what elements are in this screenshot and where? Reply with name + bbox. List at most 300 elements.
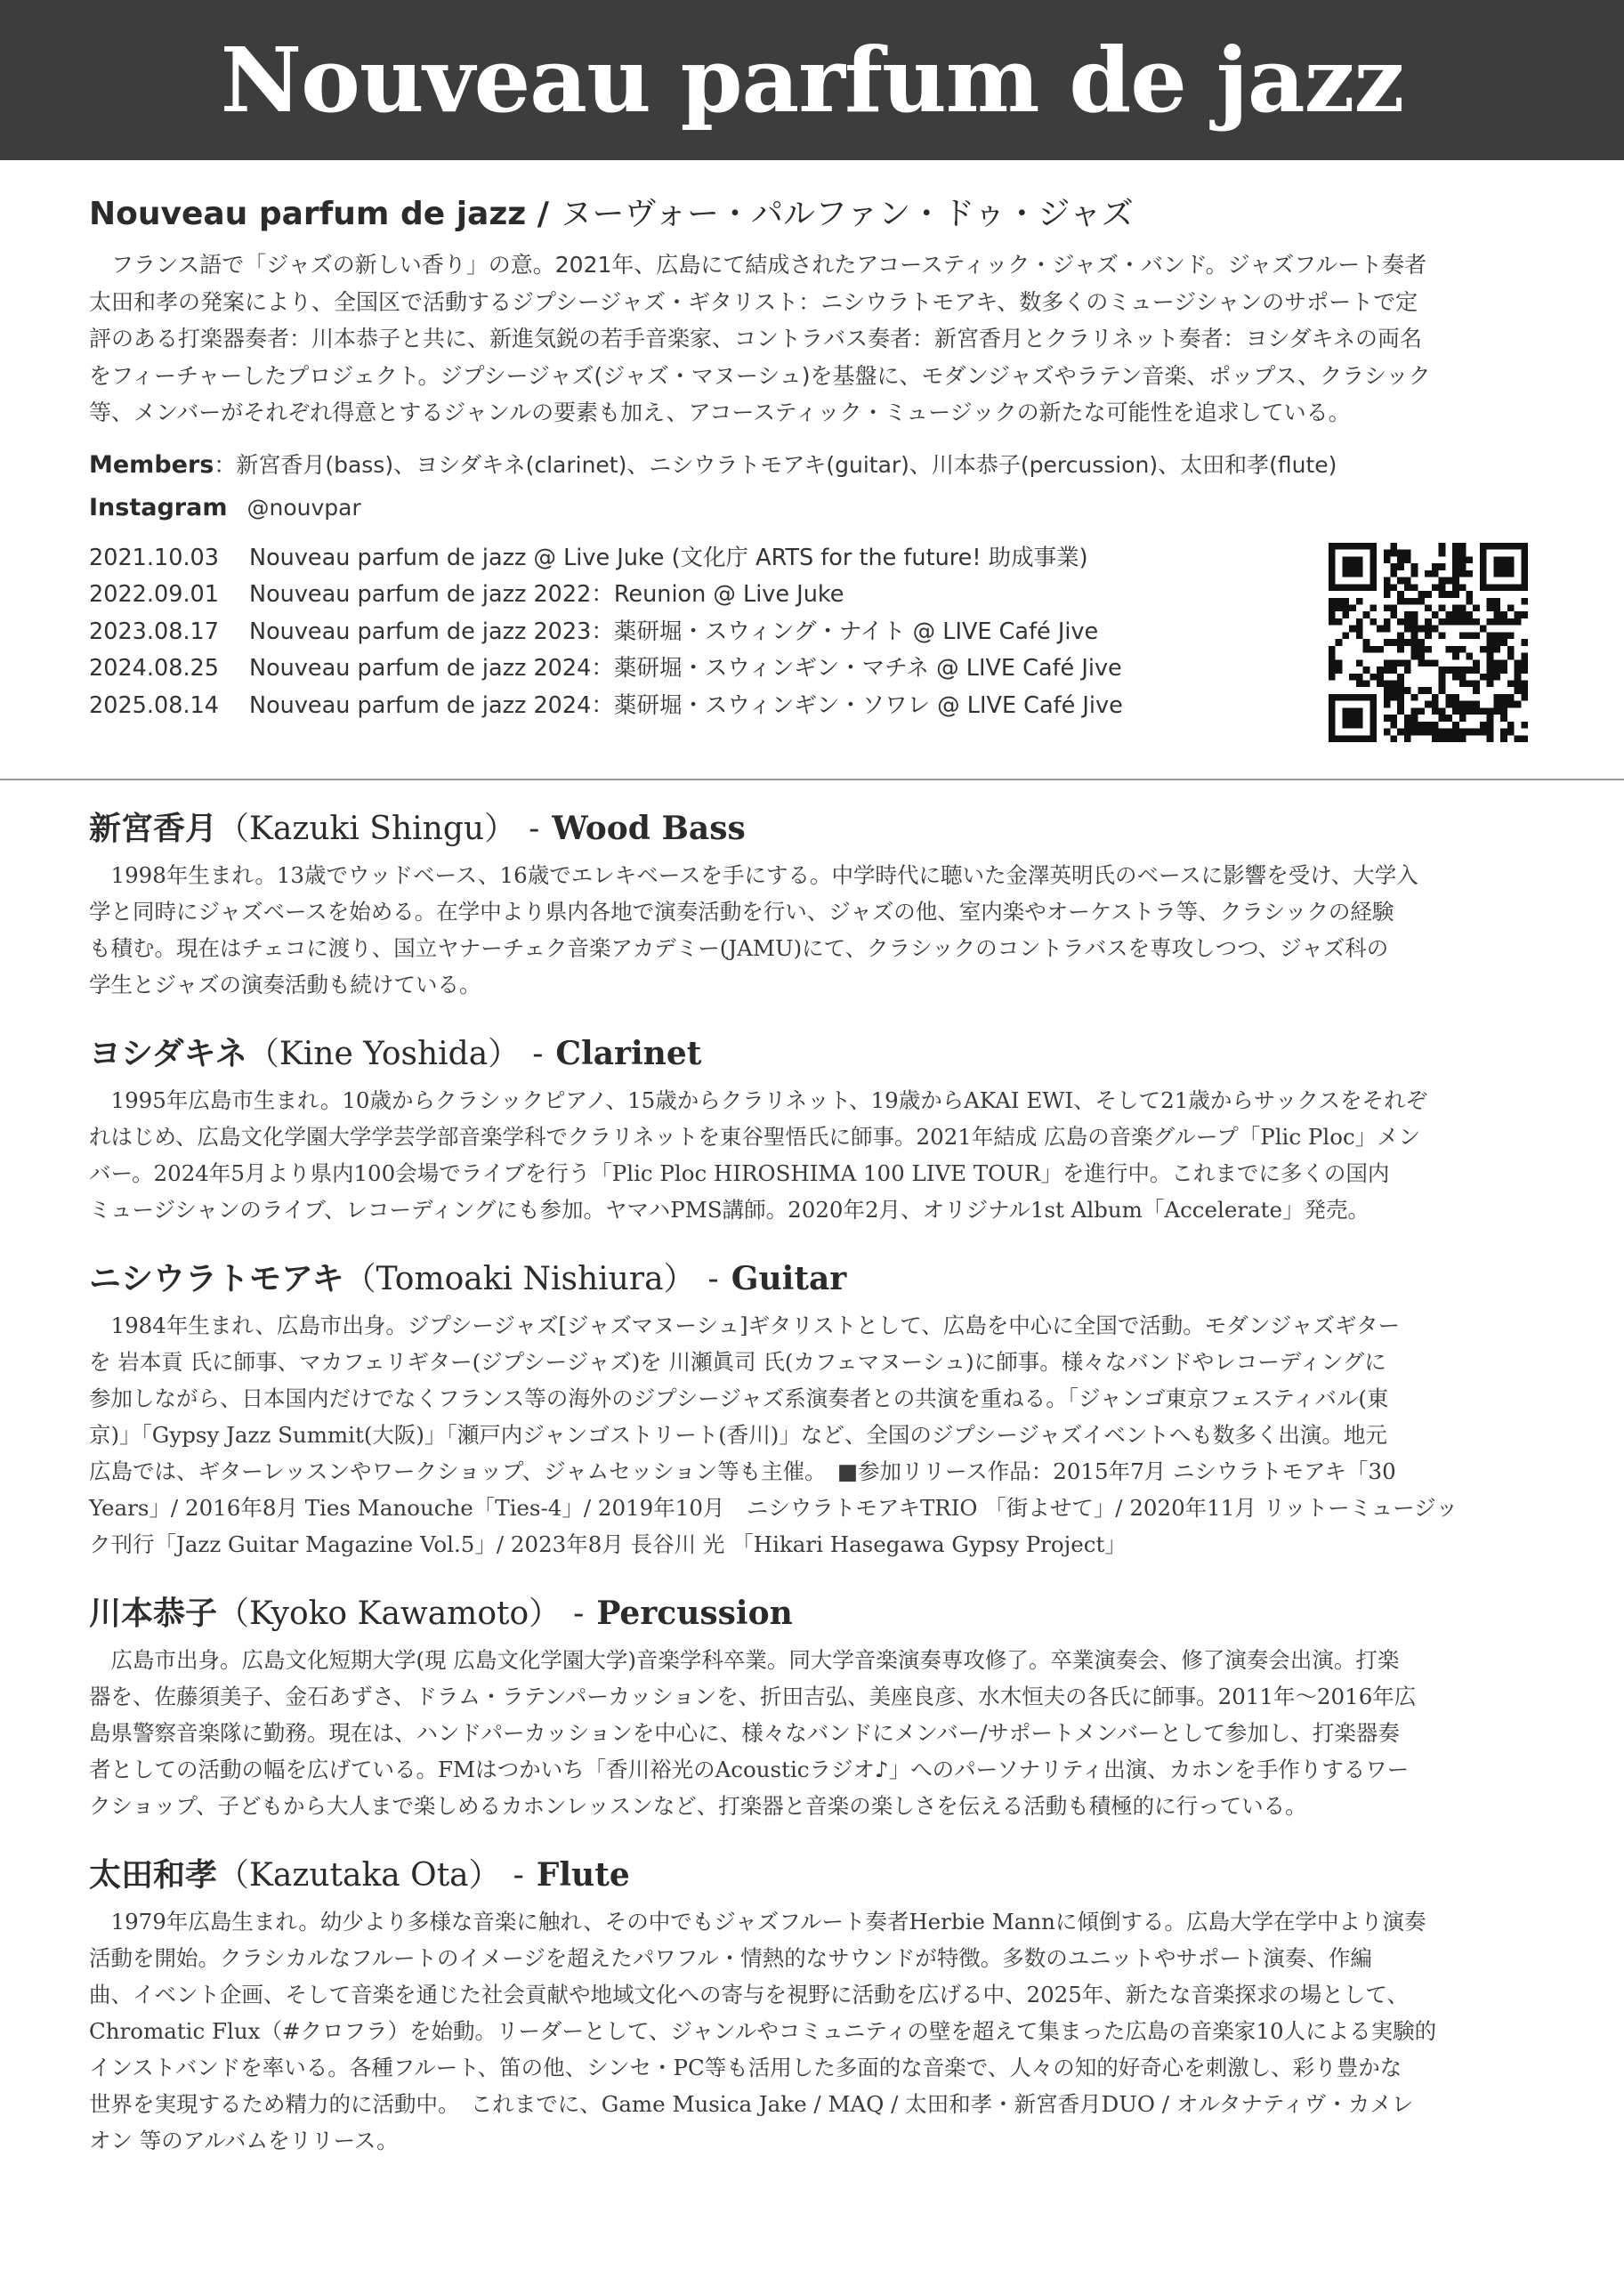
qr-module: [1397, 578, 1404, 585]
profile-instrument: Wood Bass: [552, 810, 746, 847]
qr-module: [1329, 605, 1336, 612]
qr-module: [1459, 605, 1466, 612]
qr-module: [1439, 729, 1446, 736]
qr-module: [1391, 605, 1398, 612]
qr-module: [1384, 715, 1391, 722]
qr-module: [1459, 543, 1466, 550]
profile-name-en: （Kine Yoshida）: [246, 1036, 521, 1072]
qr-module: [1466, 591, 1473, 598]
qr-module: [1411, 563, 1418, 570]
qr-module: [1336, 618, 1343, 626]
qr-module: [1377, 666, 1384, 674]
qr-module: [1473, 680, 1480, 687]
qr-module: [1500, 735, 1507, 742]
qr-module: [1452, 729, 1459, 736]
header-banner: [0, 0, 1624, 160]
qr-module: [1445, 591, 1452, 598]
profile-tomoaki-nishiura: [89, 1251, 1535, 1563]
qr-module: [1329, 618, 1336, 626]
qr-module: [1411, 729, 1418, 736]
qr-module: [1397, 729, 1404, 736]
event-row: [89, 614, 1535, 651]
profile-name-en: （Kazuki Shingu）: [217, 811, 517, 847]
qr-module: [1404, 584, 1411, 591]
qr-module: [1507, 605, 1515, 612]
qr-module: [1480, 722, 1487, 729]
qr-module: [1515, 618, 1522, 626]
qr-module: [1493, 556, 1514, 577]
bio-line: れはじめ、広島文化学園大学学芸学部音楽学科でクラリネットを東谷聖悟氏に師事。2021年結成 広島の音楽グループ「Plic Ploc」メン: [89, 1124, 1421, 1150]
qr-module: [1425, 701, 1432, 708]
qr-module: [1384, 584, 1391, 591]
bio-line: クショップ、子どもから大人まで楽しめるカホンレッスンなど、打楽器と音楽の楽しさを伝える活動も積極的に行っている。: [89, 1793, 1307, 1819]
profile-separator: -: [529, 811, 540, 847]
qr-module: [1521, 680, 1528, 687]
qr-module: [1500, 666, 1507, 674]
qr-module: [1452, 578, 1459, 585]
qr-module: [1507, 646, 1515, 653]
qr-module: [1432, 659, 1439, 666]
bio-line: 活動を開始。クラシカルなフルートのイメージを超えたパワフル・情熱的なサウンドが特徴。多数のユニットやサポート演奏、作編: [89, 1945, 1372, 1971]
qr-module: [1459, 550, 1466, 557]
qr-module: [1349, 605, 1356, 612]
qr-module: [1521, 694, 1528, 701]
qr-module: [1404, 611, 1411, 618]
qr-module: [1404, 722, 1411, 729]
qr-module: [1384, 550, 1391, 557]
event-title: Nouveau parfum de jazz @ Live Juke (文化庁 ARTS for the future! 助成事業): [249, 544, 1088, 571]
qr-module: [1452, 563, 1459, 570]
profile-bio: [89, 857, 1535, 1003]
qr-module: [1432, 626, 1439, 633]
intro-description: [89, 246, 1535, 432]
qr-module: [1459, 674, 1466, 681]
event-title: Nouveau parfum de jazz 2024：薬研堀・スウィンギン・ソワレ @ LIVE Café Jive: [249, 691, 1123, 719]
qr-module: [1432, 707, 1439, 715]
profile-name: 新宮香月: [89, 810, 218, 847]
bio-line: 器を、佐藤須美子、金石あずさ、ドラム・ラテンパーカッションを、折田吉弘、美座良彦、水木恒夫の各氏に師事。2011年〜2016年広: [89, 1684, 1417, 1709]
qr-module: [1397, 632, 1404, 639]
qr-module: [1507, 729, 1515, 736]
qr-module: [1439, 632, 1446, 639]
qr-module: [1363, 639, 1370, 646]
qr-module: [1439, 618, 1446, 626]
intro-description-line: フランス語で「ジャズの新しい香り」の意。2021年、広島にて結成されたアコースティック・ジャズ・バンド。ジャズフルート奏者: [111, 252, 1427, 278]
qr-module: [1493, 694, 1500, 701]
qr-module: [1480, 707, 1487, 715]
qr-module: [1391, 570, 1398, 578]
qr-module: [1425, 591, 1432, 598]
bio-line: 京)」「Gypsy Jazz Summit(大阪)」「瀬戸内ジャンゴストリート(香川)」など、全国のジプシージャズイベントへも数多く出演。地元: [89, 1422, 1387, 1448]
qr-module: [1515, 701, 1522, 708]
profile-separator: -: [707, 1261, 719, 1297]
qr-module: [1507, 618, 1515, 626]
qr-module: [1487, 666, 1494, 674]
bio-line: 学と同時にジャズベースを始める。在学中より県内各地で演奏活動を行い、ジャズの他、室内楽やオーケストラ等、クラシックの経験: [89, 899, 1394, 925]
qr-module: [1515, 659, 1522, 666]
qr-module: [1507, 722, 1515, 729]
qr-module: [1507, 694, 1515, 701]
event-title: Nouveau parfum de jazz 2022：Reunion @ Live Juke: [249, 581, 844, 608]
qr-module: [1342, 598, 1349, 605]
profile-heading: [89, 1026, 1535, 1082]
qr-module: [1439, 578, 1446, 585]
qr-module: [1507, 632, 1515, 639]
profile-kyoko-kawamoto: [89, 1586, 1535, 1824]
qr-module: [1493, 618, 1500, 626]
qr-module: [1391, 550, 1398, 557]
qr-module: [1363, 646, 1370, 653]
qr-module: [1384, 680, 1391, 687]
qr-module: [1515, 735, 1522, 742]
qr-module: [1418, 591, 1425, 598]
qr-module: [1459, 618, 1466, 626]
instagram-label: Instagram: [89, 493, 228, 521]
qr-module: [1432, 563, 1439, 570]
qr-module: [1500, 715, 1507, 722]
qr-module: [1411, 584, 1418, 591]
page-title: Nouveau parfum de jazz: [220, 28, 1404, 133]
qr-module: [1411, 626, 1418, 633]
qr-module: [1452, 722, 1459, 729]
qr-module: [1459, 666, 1466, 674]
profile-name: 太田和孝: [89, 1856, 218, 1894]
qr-module: [1439, 563, 1446, 570]
qr-module: [1329, 653, 1336, 660]
qr-module: [1459, 680, 1466, 687]
bio-line: 1984年生まれ、広島市出身。ジプシージャズ[ジャズマヌーシュ]ギタリストとして、広島を中心に全国で活動。モダンジャズギター: [110, 1313, 1401, 1338]
qr-module: [1487, 598, 1494, 605]
qr-module: [1493, 639, 1500, 646]
qr-module: [1466, 618, 1473, 626]
profile-heading: [89, 1251, 1535, 1307]
qr-module: [1521, 666, 1528, 674]
qr-module: [1439, 550, 1446, 557]
qr-module: [1391, 694, 1398, 701]
qr-module: [1384, 618, 1391, 626]
qr-module: [1452, 570, 1459, 578]
qr-module: [1487, 632, 1494, 639]
profile-instrument: Clarinet: [555, 1035, 702, 1072]
qr-module: [1493, 701, 1500, 708]
bio-line: 世界を実現するため精力的に活動中。 これまでに、Game Musica Jake / MAQ / 太田和孝・新宮香月DUO / オルタナティヴ・カメレ: [89, 2091, 1414, 2117]
qr-module: [1500, 729, 1507, 736]
qr-module: [1439, 591, 1446, 598]
qr-module: [1404, 729, 1411, 736]
qr-module: [1493, 707, 1500, 715]
qr-module: [1466, 611, 1473, 618]
qr-module: [1391, 722, 1398, 729]
qr-module: [1439, 584, 1446, 591]
qr-module: [1445, 646, 1452, 653]
qr-module: [1397, 646, 1404, 653]
event-title: Nouveau parfum de jazz 2024：薬研堀・スウィンギン・マチネ @ LIVE Café Jive: [249, 655, 1122, 682]
event-title: Nouveau parfum de jazz 2023：薬研堀・スウィング・ナイト @ LIVE Café Jive: [249, 618, 1099, 645]
qr-module: [1384, 729, 1391, 736]
qr-module: [1356, 680, 1363, 687]
qr-module: [1356, 626, 1363, 633]
qr-module: [1411, 639, 1418, 646]
qr-module: [1466, 701, 1473, 708]
qr-module: [1432, 729, 1439, 736]
qr-module: [1452, 605, 1459, 612]
qr-module: [1493, 611, 1500, 618]
profile-bio: [89, 1903, 1535, 2159]
event-date: 2025.08.14: [89, 691, 220, 719]
qr-module: [1404, 550, 1411, 557]
qr-module: [1459, 556, 1466, 563]
qr-module: [1515, 674, 1522, 681]
bio-line: 学生とジャズの演奏活動も続けている。: [89, 972, 481, 998]
profile-kazuki-shingu: [89, 801, 1535, 1003]
qr-module: [1411, 694, 1418, 701]
qr-module: [1425, 605, 1432, 612]
qr-module: [1425, 618, 1432, 626]
qr-module: [1425, 687, 1432, 694]
qr-module: [1500, 611, 1507, 618]
profile-name-en: （Kyoko Kawamoto）: [217, 1595, 562, 1632]
qr-module: [1336, 666, 1343, 674]
profile-heading: [89, 1847, 1535, 1903]
qr-module: [1521, 722, 1528, 729]
qr-module: [1391, 584, 1398, 591]
event-date: 2021.10.03: [89, 544, 220, 571]
qr-module: [1466, 556, 1473, 563]
qr-module: [1329, 611, 1336, 618]
profile-name-en: （Tomoaki Nishiura）: [343, 1261, 696, 1297]
qr-module: [1432, 701, 1439, 708]
qr-module: [1439, 674, 1446, 681]
qr-module: [1473, 687, 1480, 694]
qr-module: [1432, 611, 1439, 618]
qr-module: [1391, 639, 1398, 646]
qr-module: [1425, 729, 1432, 736]
qr-module: [1418, 653, 1425, 660]
qr-module: [1487, 715, 1494, 722]
qr-module: [1425, 570, 1432, 578]
bio-line: 者としての活動の幅を広げている。FMはつかいち「香川裕光のAcousticラジオ♪」へのパーソナリティ出演、カホンを手作りするワー: [89, 1757, 1410, 1782]
qr-module: [1500, 694, 1507, 701]
qr-module: [1411, 611, 1418, 618]
qr-module: [1487, 680, 1494, 687]
qr-module: [1418, 729, 1425, 736]
qr-module: [1377, 680, 1384, 687]
qr-module: [1425, 722, 1432, 729]
qr-module: [1466, 653, 1473, 660]
bio-line: ミュージシャンのライブ、レコーディングにも参加。ヤマハPMS講師。2020年2月、オリジナル1st Album「Accelerate」発売。: [89, 1197, 1370, 1223]
qr-module: [1445, 694, 1452, 701]
qr-module: [1432, 694, 1439, 701]
qr-module: [1445, 715, 1452, 722]
qr-module: [1493, 674, 1500, 681]
qr-module: [1452, 735, 1459, 742]
profile-instrument: Flute: [536, 1856, 630, 1894]
qr-module: [1487, 735, 1494, 742]
qr-module: [1452, 543, 1459, 550]
qr-module: [1452, 694, 1459, 701]
intro-title-sep: /: [526, 196, 561, 232]
qr-module: [1459, 701, 1466, 708]
bio-line: も積む。現在はチェコに渡り、国立ヤナーチェク音楽アカデミー(JAMU)にて、クラシックのコントラバスを専攻しつつ、ジャズ科の: [89, 935, 1389, 961]
qr-module: [1515, 680, 1522, 687]
event-row: [89, 688, 1535, 725]
qr-module: [1356, 632, 1363, 639]
qr-module: [1404, 639, 1411, 646]
qr-module: [1418, 707, 1425, 715]
qr-module: [1404, 618, 1411, 626]
qr-module: [1493, 632, 1500, 639]
qr-module: [1487, 605, 1494, 612]
qr-module: [1329, 674, 1336, 681]
instagram-handle[interactable]: @nouvpar: [246, 494, 361, 521]
qr-module: [1445, 611, 1452, 618]
profile-instrument: Percussion: [596, 1595, 793, 1632]
qr-module: [1439, 605, 1446, 612]
bio-line: 1979年広島生まれ。幼少より多様な音楽に触れ、その中でもジャズフルート奏者Herbie Mannに傾倒する。広島大学在学中より演奏: [110, 1909, 1426, 1935]
qr-module: [1418, 646, 1425, 653]
qr-module: [1445, 729, 1452, 736]
qr-module: [1384, 694, 1391, 701]
qr-module: [1397, 674, 1404, 681]
qr-module: [1445, 666, 1452, 674]
qr-module: [1342, 632, 1349, 639]
qr-module: [1473, 659, 1480, 666]
event-date: 2022.09.01: [89, 581, 220, 608]
qr-module: [1473, 618, 1480, 626]
qr-module: [1363, 666, 1370, 674]
qr-module: [1391, 715, 1398, 722]
intro-section: [89, 191, 1535, 724]
qr-module: [1521, 687, 1528, 694]
qr-module: [1384, 666, 1391, 674]
bio-line: バー。2024年5月より県内100会場でライブを行う「Plic Ploc HIROSHIMA 100 LIVE TOUR」を進行中。これまでに多くの国内: [89, 1160, 1390, 1186]
qr-module: [1411, 715, 1418, 722]
qr-module: [1487, 618, 1494, 626]
profile-heading: [89, 1586, 1535, 1642]
profile-separator: -: [513, 1857, 524, 1894]
qr-module: [1445, 578, 1452, 585]
qr-module: [1329, 666, 1336, 674]
qr-module: [1439, 707, 1446, 715]
qr-module: [1397, 591, 1404, 598]
qr-module: [1473, 701, 1480, 708]
qr-module: [1493, 605, 1500, 612]
qr-module: [1459, 646, 1466, 653]
qr-module: [1500, 701, 1507, 708]
qr-module: [1439, 687, 1446, 694]
qr-module: [1445, 618, 1452, 626]
qr-module: [1329, 646, 1336, 653]
qr-code-icon[interactable]: [1329, 543, 1528, 742]
qr-module: [1397, 563, 1404, 570]
qr-module: [1493, 666, 1500, 674]
qr-module: [1452, 591, 1459, 598]
qr-module: [1480, 646, 1487, 653]
profile-name: ヨシダキネ: [89, 1035, 247, 1072]
qr-module: [1521, 639, 1528, 646]
qr-module: [1329, 598, 1336, 605]
profile-separator: -: [573, 1595, 585, 1632]
qr-module: [1391, 659, 1398, 666]
qr-module: [1404, 735, 1411, 742]
qr-module: [1466, 729, 1473, 736]
qr-module: [1500, 639, 1507, 646]
event-date: 2023.08.17: [89, 618, 220, 645]
qr-module: [1425, 646, 1432, 653]
qr-module: [1397, 701, 1404, 708]
qr-module: [1466, 666, 1473, 674]
qr-module: [1459, 729, 1466, 736]
qr-module: [1356, 659, 1363, 666]
qr-module: [1473, 605, 1480, 612]
qr-module: [1342, 556, 1362, 577]
members-text: ：新宮香月(bass)、ヨシダキネ(clarinet)、ニシウラトモアキ(guitar)、川本恭子(percussion)、太田和孝(flute): [214, 451, 1337, 478]
qr-module: [1404, 666, 1411, 674]
qr-module: [1356, 598, 1363, 605]
qr-module: [1507, 701, 1515, 708]
qr-module: [1363, 680, 1370, 687]
qr-module: [1439, 543, 1446, 550]
qr-module: [1356, 618, 1363, 626]
qr-module: [1466, 632, 1473, 639]
qr-module: [1369, 618, 1377, 626]
qr-module: [1521, 598, 1528, 605]
qr-module: [1445, 735, 1452, 742]
qr-module: [1515, 666, 1522, 674]
qr-module: [1507, 653, 1515, 660]
qr-module: [1452, 674, 1459, 681]
profile-name: 川本恭子: [89, 1595, 218, 1632]
bio-line: 1995年広島市生まれ。10歳からクラシックピアノ、15歳からクラリネット、19歳からAKAI EWI、そして21歳からサックスをそれぞ: [110, 1087, 1428, 1113]
qr-module: [1397, 598, 1404, 605]
profile-heading: [89, 801, 1535, 857]
qr-module: [1480, 674, 1487, 681]
qr-module: [1473, 707, 1480, 715]
qr-module: [1336, 659, 1343, 666]
qr-module: [1452, 556, 1459, 563]
event-row: [89, 577, 1535, 614]
members-label: Members: [89, 450, 214, 479]
qr-module: [1480, 626, 1487, 633]
qr-module: [1452, 666, 1459, 674]
bio-line: を 岩本貢 氏に師事、マカフェリギター(ジプシージャズ)を 川瀬眞司 氏(カフェマヌーシュ)に師事。様々なバンドやレコーディングに: [89, 1349, 1386, 1375]
bio-line: Chromatic Flux（#クロフラ）を始動。リーダーとして、ジャンルやコミュニティの壁を超えて集まった広島の音楽家10人による実験的: [89, 2018, 1437, 2044]
qr-module: [1452, 550, 1459, 557]
qr-module: [1452, 618, 1459, 626]
qr-module: [1356, 674, 1363, 681]
qr-module: [1336, 605, 1343, 612]
profile-instrument: Guitar: [731, 1260, 847, 1297]
qr-module: [1487, 639, 1494, 646]
qr-module: [1425, 626, 1432, 633]
event-row: [89, 540, 1535, 578]
intro-title: [89, 191, 1535, 238]
members-line: [89, 448, 1535, 483]
bio-line: 曲、イベント企画、そして音楽を通じた社会貢献や地域文化への寄与を視野に活動を広げる中、2025年、新たな音楽探求の場として、: [89, 1982, 1409, 2007]
qr-module: [1459, 715, 1466, 722]
bio-line: 広島市出身。広島文化短期大学(現 広島文化学園大学)音楽学科卒業。同大学音楽演奏専攻修了。卒業演奏会、修了演奏会出演。打楽: [110, 1647, 1400, 1673]
qr-module: [1493, 598, 1500, 605]
intro-description-line: 太田和孝の発案により、全国区で活動するジプシージャズ・ギタリスト：ニシウラトモアキ、数多くのミュージシャンのサポートで定: [89, 288, 1418, 315]
qr-module: [1336, 639, 1343, 646]
qr-module: [1466, 680, 1473, 687]
qr-module: [1466, 570, 1473, 578]
qr-module: [1432, 584, 1439, 591]
profile-bio: [89, 1642, 1535, 1824]
qr-module: [1397, 639, 1404, 646]
qr-module: [1473, 729, 1480, 736]
qr-module: [1391, 680, 1398, 687]
